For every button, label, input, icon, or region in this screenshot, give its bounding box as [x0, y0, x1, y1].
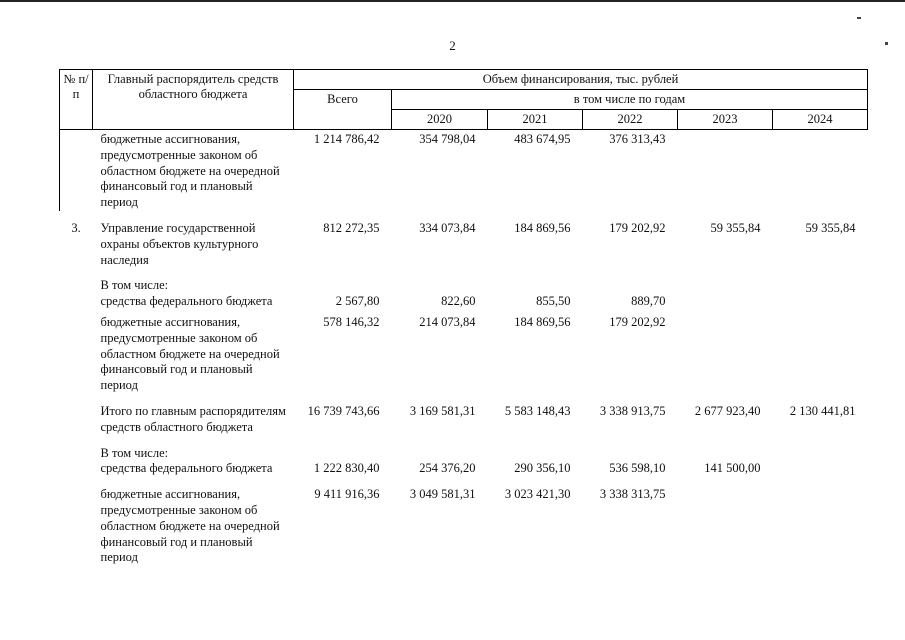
row-2024 — [773, 477, 868, 566]
header-distributor: Главный распорядитель средств областного бюджета — [93, 70, 294, 130]
table-row — [60, 130, 868, 211]
scan-speck — [857, 17, 861, 19]
row-number — [60, 477, 93, 566]
row-2022: 179 202,92 — [609, 314, 666, 329]
row-total: 9 411 916,36 — [314, 487, 380, 502]
row-total: 1 222 830,40 — [313, 461, 380, 476]
row-2021 — [488, 436, 583, 462]
row-2020: 334 073,84 — [419, 220, 476, 235]
row-2022: 536 598,10 — [609, 461, 666, 476]
row-2023: 59 355,84 — [710, 220, 761, 235]
header-year-2023: 2023 — [678, 110, 773, 130]
header-by-years: в том числе по годам — [392, 90, 868, 110]
header-year-2022: 2022 — [583, 110, 678, 130]
row-name: средства федерального бюджета — [100, 461, 273, 476]
row-2023: 141 500,00 — [704, 461, 761, 476]
row-2022: 376 313,43 — [609, 132, 666, 146]
row-number — [60, 294, 93, 310]
table-row — [60, 211, 868, 268]
table-header — [60, 70, 868, 130]
table-row — [60, 461, 868, 477]
row-2022: 3 338 313,75 — [599, 487, 666, 502]
row-2020: 822,60 — [441, 294, 476, 309]
row-2024 — [773, 294, 868, 310]
row-name: Управление государственной охраны объектов культурного наследия — [100, 220, 259, 267]
row-total: 1 214 786,42 — [313, 132, 380, 146]
row-2023 — [678, 310, 773, 394]
row-2023 — [678, 294, 773, 310]
row-2024 — [773, 461, 868, 477]
row-name: В том числе: — [100, 278, 169, 293]
table-row — [60, 394, 868, 436]
financing-table — [59, 69, 868, 566]
row-2023 — [678, 477, 773, 566]
row-2020 — [392, 436, 488, 462]
row-2023 — [678, 130, 773, 211]
row-2021 — [488, 268, 583, 294]
row-2023 — [678, 436, 773, 462]
row-number: 3. — [71, 220, 81, 235]
header-total: Всего — [294, 90, 392, 130]
table-row — [60, 310, 868, 394]
table-row — [60, 436, 868, 462]
table-row — [60, 294, 868, 310]
row-name: Итого по главным распорядителям средств областного бюджета — [100, 403, 286, 434]
header-year-2021: 2021 — [488, 110, 583, 130]
row-2020: 214 073,84 — [419, 314, 476, 329]
header-year-2024: 2024 — [773, 110, 868, 130]
page-number: 2 — [449, 38, 456, 53]
row-number — [60, 394, 93, 436]
row-2021: 184 869,56 — [514, 314, 571, 329]
row-name: бюджетные ассигнования, предусмотренные законом об областном бюджете на очередной финансовый год и плановый период — [100, 132, 280, 210]
row-2020: 3 169 581,31 — [409, 403, 476, 418]
table-body — [60, 130, 868, 567]
row-2020: 3 049 581,31 — [409, 487, 476, 502]
row-2024: 2 130 441,81 — [789, 403, 856, 418]
table-row — [60, 477, 868, 566]
header-funding: Объем финансирования, тыс. рублей — [294, 70, 868, 90]
row-name: бюджетные ассигнования, предусмотренные законом об областном бюджете на очередной финансовый год и плановый период — [100, 487, 280, 565]
row-2024 — [773, 268, 868, 294]
row-name: бюджетные ассигнования, предусмотренные законом об областном бюджете на очередной финансовый год и плановый период — [100, 314, 280, 393]
row-2021: 290 356,10 — [514, 461, 571, 476]
row-2022: 889,70 — [631, 294, 666, 309]
row-total — [294, 268, 392, 294]
row-2021: 855,50 — [536, 294, 571, 309]
table-row — [60, 268, 868, 294]
row-2021: 5 583 148,43 — [504, 403, 571, 418]
row-number — [60, 130, 93, 211]
row-2024 — [773, 436, 868, 462]
row-2021: 184 869,56 — [514, 220, 571, 235]
row-2020 — [392, 268, 488, 294]
row-2022 — [583, 268, 678, 294]
row-2024 — [773, 310, 868, 394]
row-2024: 59 355,84 — [805, 220, 856, 235]
row-2020: 354 798,04 — [419, 132, 476, 146]
row-2022 — [583, 436, 678, 462]
row-2024 — [773, 130, 868, 211]
row-number — [60, 310, 93, 394]
row-total: 16 739 743,66 — [307, 403, 380, 418]
row-number — [60, 461, 93, 477]
row-name: В том числе: — [100, 445, 169, 460]
row-total: 2 567,80 — [335, 294, 380, 309]
header-number: № п/п — [60, 70, 93, 130]
row-2022: 179 202,92 — [609, 220, 666, 235]
row-2023: 2 677 923,40 — [694, 403, 761, 418]
top-rule — [0, 0, 905, 2]
row-2021: 483 674,95 — [514, 132, 571, 146]
row-total — [294, 436, 392, 462]
row-name: средства федерального бюджета — [100, 294, 273, 309]
row-2023 — [678, 268, 773, 294]
row-total: 578 146,32 — [323, 314, 380, 329]
row-2021: 3 023 421,30 — [504, 487, 571, 502]
row-2022: 3 338 913,75 — [599, 403, 666, 418]
row-total: 812 272,35 — [323, 220, 380, 235]
row-2020: 254 376,20 — [419, 461, 476, 476]
row-number — [60, 436, 93, 462]
header-year-2020: 2020 — [392, 110, 488, 130]
row-number — [60, 268, 93, 294]
